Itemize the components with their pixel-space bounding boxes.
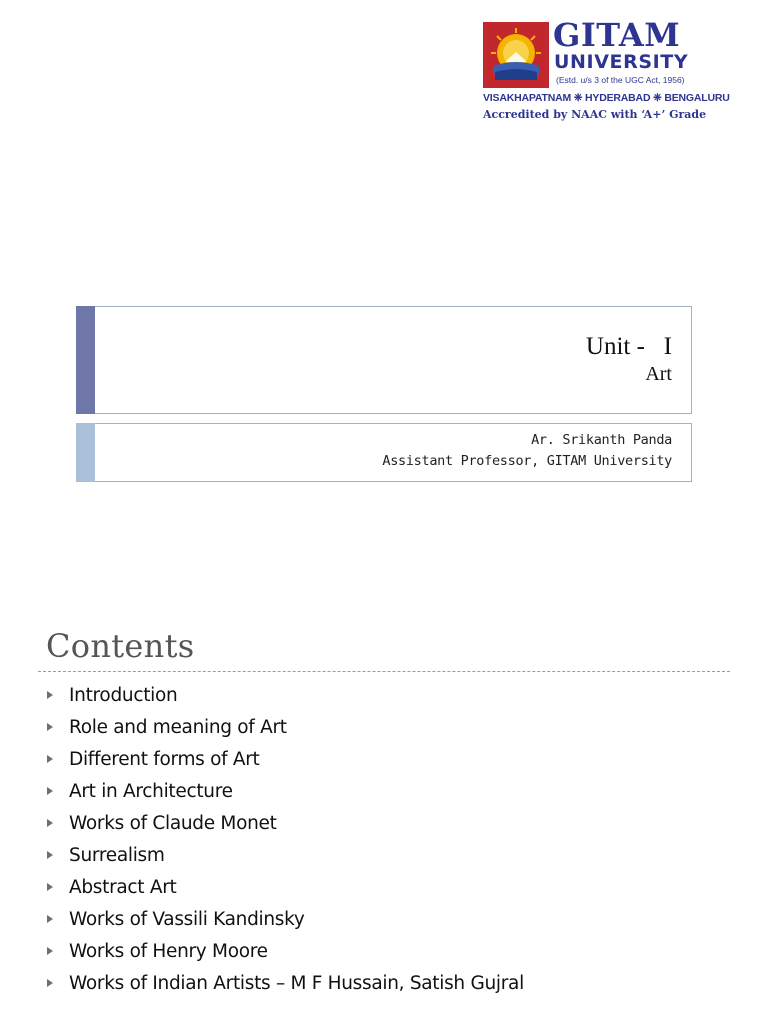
slide-subtitle: Art [645, 363, 672, 385]
contents-heading: Contents [46, 627, 195, 665]
list-item-label: Role and meaning of Art [69, 717, 287, 738]
list-item-label: Different forms of Art [69, 749, 260, 770]
list-item [44, 936, 524, 968]
list-item-label: Works of Claude Monet [69, 813, 277, 834]
list-item [44, 904, 524, 936]
brand-name: GITAM [553, 16, 681, 54]
list-item-label: Art in Architecture [69, 781, 233, 802]
author-box [76, 423, 692, 482]
list-item-label: Works of Indian Artists – M F Hussain, Satish Gujral [69, 973, 524, 994]
triangle-right-icon [47, 723, 53, 731]
list-item [44, 808, 524, 840]
list-item [44, 872, 524, 904]
list-item [44, 712, 524, 744]
list-item [44, 968, 524, 1000]
list-item [44, 840, 524, 872]
triangle-right-icon [47, 883, 53, 891]
triangle-right-icon [47, 691, 53, 699]
title-accent-bar [76, 306, 95, 414]
triangle-right-icon [47, 787, 53, 795]
author-accent-bar [76, 423, 95, 482]
author-role: Assistant Professor, GITAM University [382, 453, 672, 469]
slide-title: Unit - I [585, 333, 672, 360]
gitam-seal-icon [483, 22, 549, 88]
contents-divider [38, 671, 730, 672]
author-name: Ar. Srikanth Panda [531, 432, 672, 448]
brand-established: (Estd. u/s 3 of the UGC Act, 1956) [556, 75, 685, 85]
brand-accreditation: Accredited by NAAC with ‘A+’ Grade [483, 108, 707, 121]
brand-subtitle: UNIVERSITY [554, 51, 689, 73]
triangle-right-icon [47, 979, 53, 987]
triangle-right-icon [47, 947, 53, 955]
list-item [44, 744, 524, 776]
title-box [76, 306, 692, 414]
triangle-right-icon [47, 819, 53, 827]
university-logo [483, 16, 730, 125]
list-item-label: Introduction [69, 685, 178, 706]
triangle-right-icon [47, 755, 53, 763]
list-item-label: Surrealism [69, 845, 165, 866]
triangle-right-icon [47, 915, 53, 923]
list-item-label: Works of Henry Moore [69, 941, 268, 962]
list-item [44, 776, 524, 808]
list-item-label: Abstract Art [69, 877, 177, 898]
list-item [44, 680, 524, 712]
contents-list [44, 680, 524, 1000]
list-item-label: Works of Vassili Kandinsky [69, 909, 305, 930]
triangle-right-icon [47, 851, 53, 859]
brand-campuses: VISAKHAPATNAM ❈ HYDERABAD ❈ BENGALURU [483, 92, 730, 104]
